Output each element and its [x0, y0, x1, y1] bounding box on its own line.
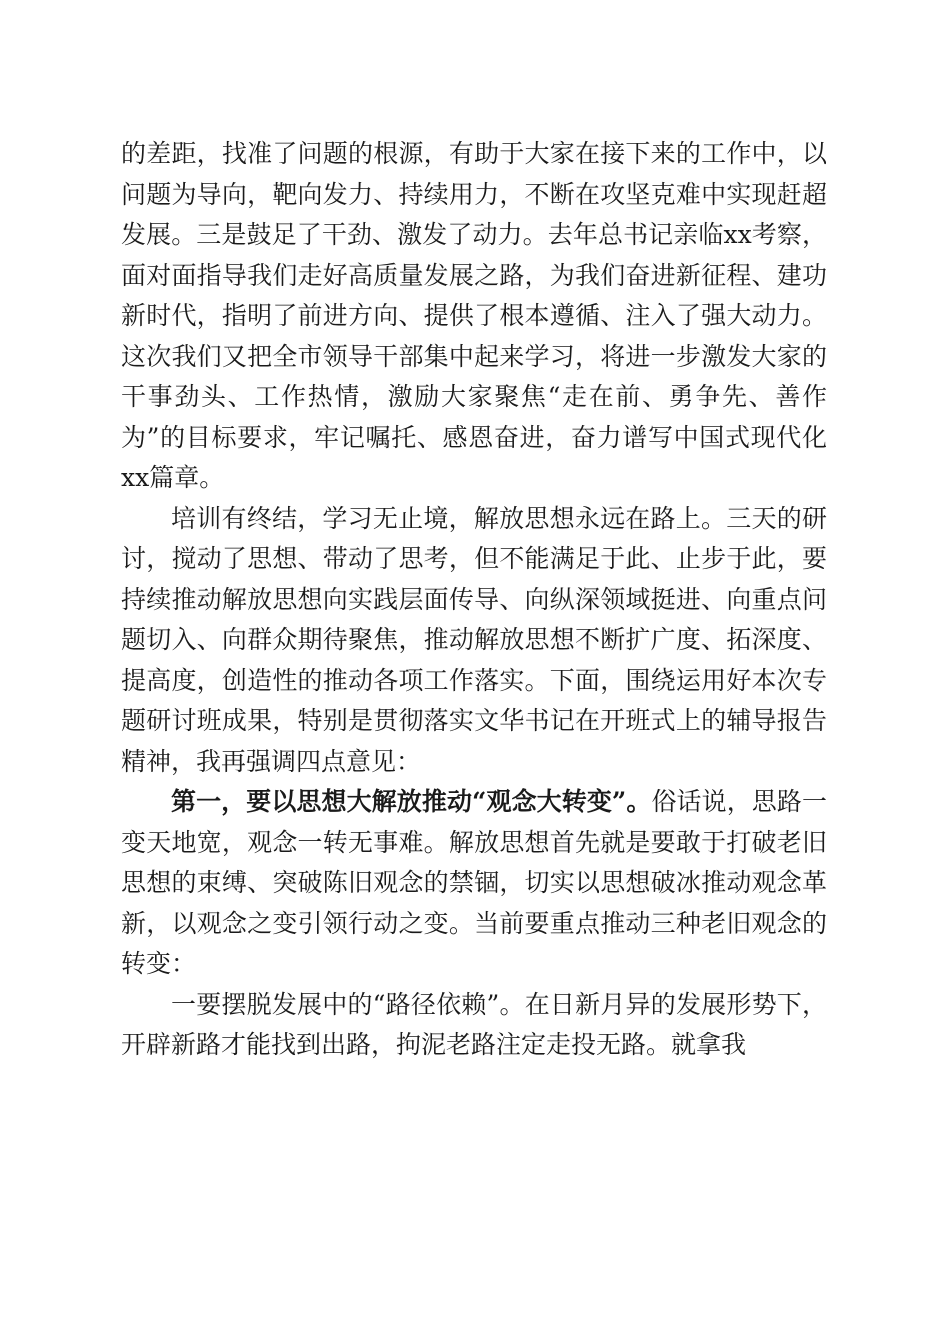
paragraph-3 — [121, 782, 827, 985]
paragraph-1-text: 的差距，找准了问题的根源，有助于大家在接下来的工作中，以问题为导向，靶向发力、持续用力，不断在攻坚克难中实现赶超发展。三是鼓足了干劲、激发了动力。去年总书记亲临xx考察，面对面指导我们走好高质量发展之路，为我们奋进新征程、建功新时代，指明了前进方向、提供了根本遵循、注入了强大动力。这次我们又把全市领导干部集中起来学习，将进一步激发大家的干事劲头、工作热情，激励大家聚焦“走在前、勇争先、善作为”的目标要求，牢记嘱托、感恩奋进，奋力谱写中国式现代化xx篇章。 — [121, 139, 827, 492]
paragraph-4 — [121, 985, 827, 1066]
paragraph-3-text: 俗话说，思路一变天地宽，观念一转无事难。解放思想首先就是要敢于打破老旧思想的束缚、突破陈旧观念的禁锢，切实以思想破冰推动观念革新，以观念之变引领行动之变。当前要重点推动三种老旧观念的转变： — [121, 787, 827, 978]
paragraph-2 — [121, 499, 827, 783]
paragraph-3-heading: 第一，要以思想大解放推动“观念大转变”。 — [171, 787, 652, 816]
paragraph-1 — [121, 134, 827, 499]
paragraph-2-text: 培训有终结，学习无止境，解放思想永远在路上。三天的研讨，搅动了思想、带动了思考，但不能满足于此、止步于此，要持续推动解放思想向实践层面传导、向纵深领域挺进、向重点问题切入、向群众期待聚焦，推动解放思想不断扩广度、拓深度、提高度，创造性的推动各项工作落实。下面，围绕运用好本次专题研讨班成果，特别是贯彻落实文华书记在开班式上的辅导报告精神，我再强调四点意见： — [121, 503, 827, 776]
paragraph-4-text: 一要摆脱发展中的“路径依赖”。在日新月异的发展形势下，开辟新路才能找到出路，拘泥老路注定走投无路。就拿我 — [121, 989, 827, 1059]
document-body — [121, 134, 827, 1066]
